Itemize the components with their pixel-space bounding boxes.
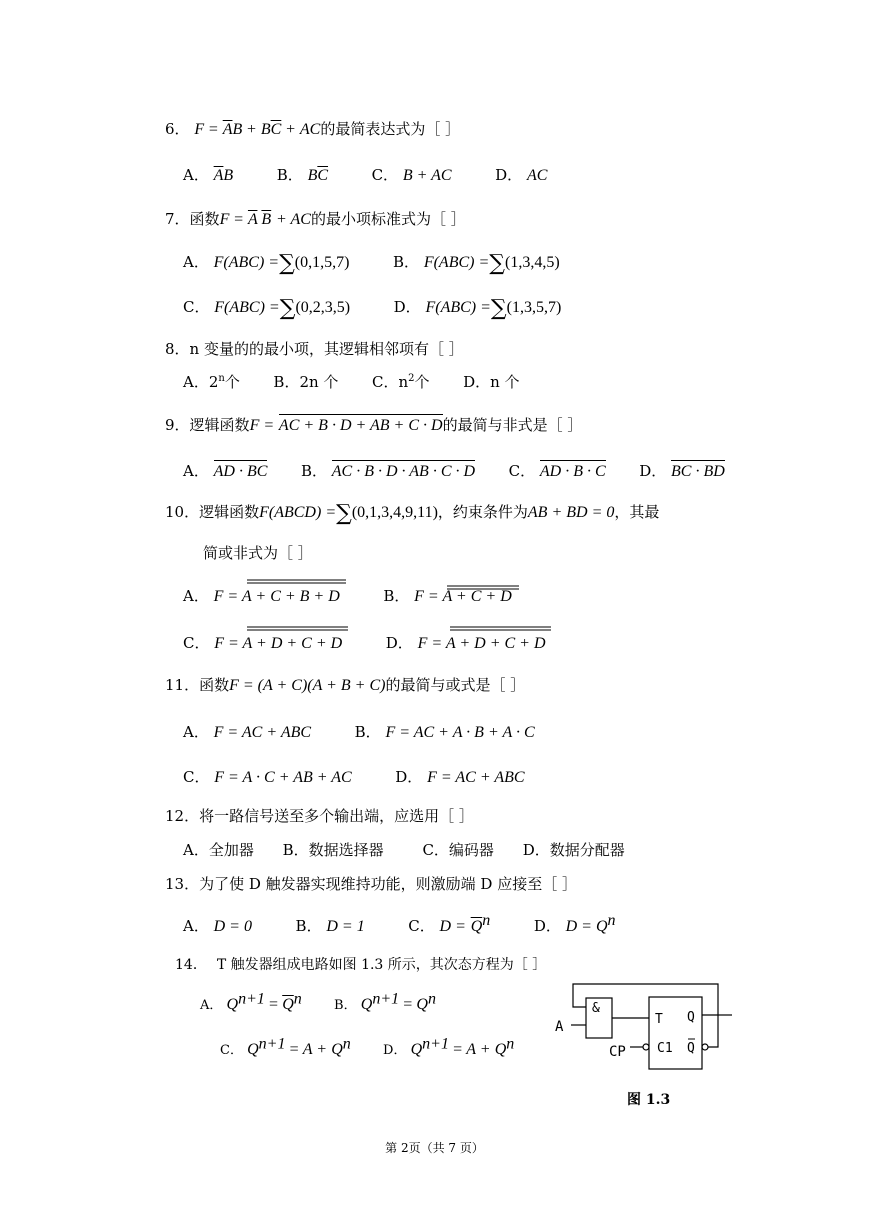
q9-options: A． AD · BC B． AC · B · D · AB · C · D C． AD · B · C D． BC · BD (183, 462, 725, 480)
q10-options-ab: A． F = A + C + B + D B． F = A + C + D (183, 587, 512, 605)
q7-options-cd: C． F(ABC) =∑(0,2,3,5) D． F(ABC) =∑(1,3,5,7) (183, 296, 562, 321)
q13-options: A． D = 0 B． D = 1 C． $D = \overline{Q}^n$ D． $D = Q^n$ (183, 912, 616, 935)
c1-label: C1 (657, 1041, 673, 1056)
q13-stem: 13．为了使 D 触发器实现维持功能，则激励端 D 应接至［ ］ (165, 875, 577, 893)
q-label: Q (687, 1010, 695, 1025)
q10-options-cd: C． F = A + D + C + D D． F = A + D + C + D (183, 634, 546, 652)
q11-options-cd: C． F = A · C + AB + AC D． F = AC + ABC (183, 768, 525, 786)
q7-options-ab: A． F(ABC) =∑(0,1,5,7) B． F(ABC) =∑(1,3,4,5) (183, 251, 560, 276)
and-label: & (592, 1001, 600, 1016)
clock-bubble (643, 1044, 649, 1050)
cp-input-label: CP (609, 1044, 626, 1060)
qbar-bubble (702, 1044, 708, 1050)
figure-caption: 图 1.3 (627, 1092, 671, 1108)
q7-stem: 7．函数$F = \overline{A}$ $\overline{B}$ + AC的最小项标准式为［ ］ (165, 210, 466, 228)
a-input-label: A (555, 1019, 564, 1035)
page-footer: 第 2页（共 7 页） (385, 1141, 484, 1155)
q10-stem: 10．逻辑函数F(ABCD) =∑(0,1,3,4,9,11)，约束条件为AB + BD = 0，其最 (165, 501, 660, 526)
q11-stem: 11．函数F = (A + C)(A + B + C)的最简与或式是［ ］ (165, 676, 526, 694)
qbar-label: Q (687, 1041, 695, 1056)
q9-stem: 9．逻辑函数F = AC + B · D + AB + C · D的最简与非式是［ ］ (165, 416, 583, 434)
q14-stem: 14． T 触发器组成电路如图 1.3 所示，其次态方程为［ ］ (175, 957, 547, 973)
t-label: T (655, 1012, 663, 1027)
q12-stem: 12．将一路信号送至多个输出端，应选用［ ］ (165, 807, 474, 825)
q6-options: A． $\overline{A}B$ B． $B\overline{C}$ C． B + AC D． AC (183, 166, 548, 184)
q6-stem: 6． $F = \overline{A}B + B\overline{C}$ + AC的最简表达式为［ ］ (165, 120, 461, 138)
q11-options-ab: A． F = AC + ABC B． F = AC + A · B + A · C (183, 723, 535, 741)
q14-options-cd: C． $Q^{n+1} = A + Q^n$ D． $Q^{n+1} = A + Q^n$ (220, 1035, 515, 1058)
t-flipflop (649, 997, 702, 1069)
q10-stem-line2: 简或非式为［ ］ (203, 544, 313, 562)
q14-options-ab: A． $Q^{n+1} = \overline{Q}^n$ B． $Q^{n+1} = Q^n$ (200, 990, 436, 1013)
q8-options: A．2$^n$个 B．2n 个 C．$n^2$个 D．n 个 (183, 373, 520, 391)
q8-stem: 8．n 变量的的最小项，其逻辑相邻项有［ ］ (165, 340, 464, 358)
q12-options: A．全加器 B．数据选择器 C．编码器 D．数据分配器 (183, 841, 625, 859)
